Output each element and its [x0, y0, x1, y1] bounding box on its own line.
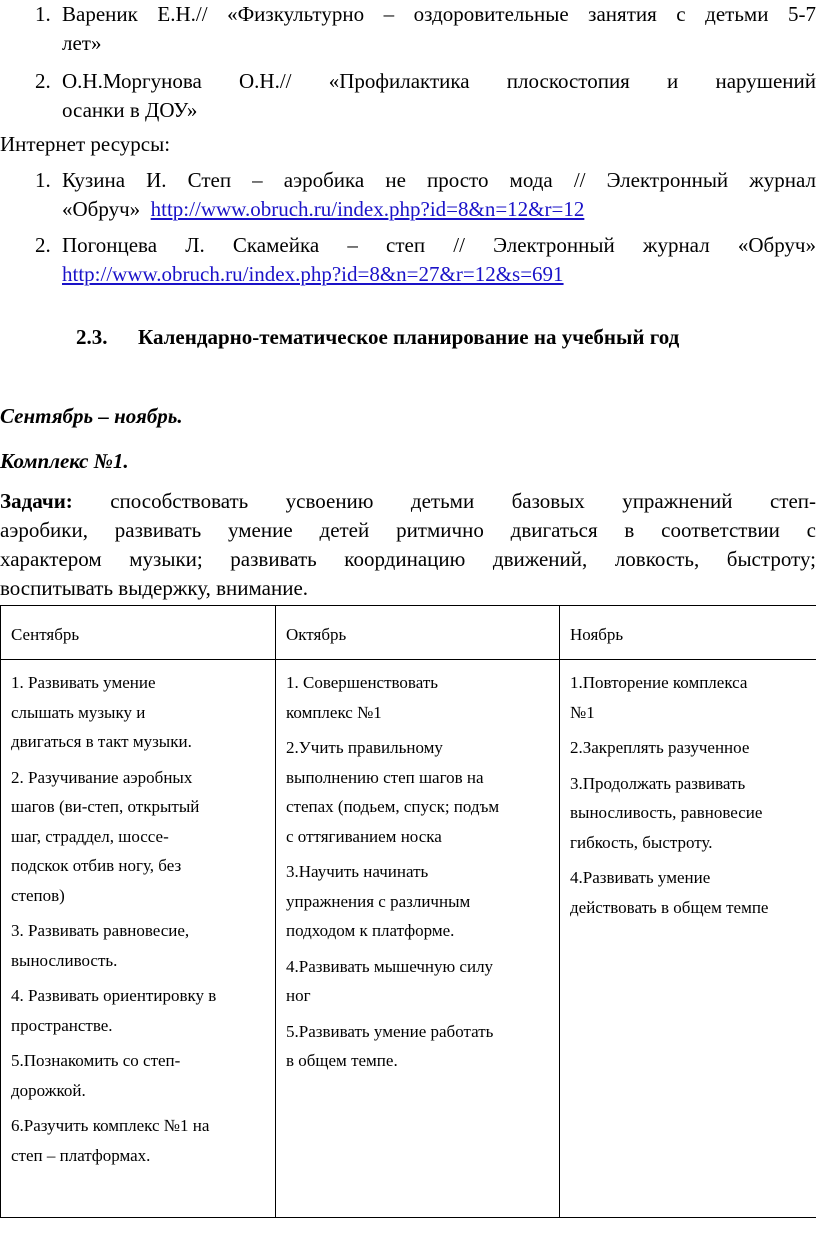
- task-item: [570, 733, 816, 763]
- section-number: 2.3.: [76, 325, 108, 349]
- task-line: 4. Развивать ориентировку в: [11, 986, 217, 1005]
- task-line: пространстве.: [11, 1015, 113, 1035]
- task-line: 3.Научить начинать: [286, 862, 429, 881]
- task-item: [286, 733, 559, 851]
- task-item: [11, 916, 275, 975]
- task-line: упражнения с различным: [286, 891, 471, 911]
- journal-name: «Обруч»: [62, 197, 141, 221]
- header-cell-october: Октябрь: [276, 606, 560, 660]
- task-line: двигаться в такт музыки.: [11, 732, 192, 751]
- task-item: [11, 1046, 275, 1105]
- resource-link[interactable]: http://www.obruch.ru/index.php?id=8&n=12&r=12: [150, 197, 585, 221]
- list-number: 1.: [35, 2, 51, 26]
- task-line: подскок отбив ногу, без: [11, 856, 182, 875]
- reference-text-line: осанки в ДОУ»: [62, 98, 198, 122]
- task-item: [286, 952, 559, 1011]
- task-line: 2.Учить правильному: [286, 738, 443, 757]
- task-line: комплекс №1: [286, 702, 382, 722]
- tasks-line: Задачи: способствовать усвоению детьми базовых упражнений степ-: [0, 489, 816, 513]
- complex-title: Комплекс №1.: [0, 449, 129, 473]
- resource-link[interactable]: http://www.obruch.ru/index.php?id=8&n=27&r=12&s=691: [62, 262, 564, 286]
- internet-item-2: [0, 231, 816, 289]
- task-line: степах (подьем, спуск; подъм: [286, 797, 500, 816]
- september-tasks-cell: [1, 660, 276, 1218]
- task-line: выносливость, равновесие: [570, 803, 763, 822]
- task-item: [570, 769, 816, 858]
- table-header-row: [1, 606, 816, 660]
- tasks-label: Задачи:: [0, 489, 73, 513]
- references-section: [0, 0, 816, 289]
- task-line: 3.Продолжать развивать: [570, 773, 746, 793]
- task-line: степ – платформах.: [11, 1145, 151, 1165]
- task-line: 1. Развивать умение: [11, 673, 156, 692]
- tasks-paragraph: [0, 487, 816, 603]
- table-row: [1, 660, 816, 1218]
- reference-text-line: [62, 260, 816, 289]
- period-title: Сентябрь – ноябрь.: [0, 404, 183, 428]
- list-number: 2.: [35, 233, 51, 257]
- tasks-line: аэробики, развивать умение детей ритмично двигаться в соответствии с: [0, 518, 816, 542]
- task-line: гибкость, быстроту.: [570, 832, 713, 852]
- plan-table: [0, 605, 816, 1218]
- task-item: [570, 863, 816, 922]
- reference-text-line: Погонцева Л. Скамейка – степ // Электронный журнал «Обруч»: [62, 233, 816, 257]
- task-line: в общем темпе.: [286, 1051, 398, 1070]
- task-line: 4.Развивать мышечную силу: [286, 956, 494, 976]
- task-line: №1: [570, 702, 595, 722]
- task-item: [11, 763, 275, 911]
- task-line: шагов (ви-степ, открытый: [11, 797, 200, 816]
- section-title: Календарно-тематическое планирование на учебный год: [138, 325, 680, 349]
- task-item: [286, 857, 559, 946]
- tasks-line: воспитывать выдержку, внимание.: [0, 576, 309, 600]
- task-line: с оттягиванием носка: [286, 826, 442, 846]
- header-cell-november: Ноябрь: [560, 606, 816, 660]
- task-line: степов): [11, 885, 65, 905]
- task-item: [286, 668, 559, 727]
- reference-text-line: лет»: [62, 31, 102, 55]
- task-line: 1.Повторение комплекса: [570, 673, 748, 692]
- internet-resources-title: Интернет ресурсы:: [0, 132, 171, 156]
- header-cell-september: Сентябрь: [1, 606, 276, 660]
- literature-item-1: [0, 0, 816, 58]
- november-tasks-cell: [560, 660, 816, 1218]
- task-line: слышать музыку и: [11, 702, 146, 722]
- task-item: [570, 668, 816, 727]
- task-line: действовать в общем темпе: [570, 897, 769, 917]
- task-item: [11, 981, 275, 1040]
- task-item: [11, 1111, 275, 1170]
- task-line: 5.Развивать умение работать: [286, 1021, 494, 1041]
- task-line: 1. Совершенствовать: [286, 673, 439, 692]
- task-line: 5.Познакомить со степ-: [11, 1051, 181, 1070]
- task-line: выносливость.: [11, 950, 118, 970]
- list-number: 2.: [35, 69, 51, 93]
- section-heading: [76, 325, 679, 350]
- task-line: подходом к платформе.: [286, 921, 455, 940]
- task-line: 2. Разучивание аэробных: [11, 767, 193, 787]
- reference-text-line: О.Н.Моргунова О.Н.// «Профилактика плоскостопия и нарушений: [62, 69, 816, 93]
- task-line: шаг, страддел, шоссе-: [11, 826, 169, 846]
- internet-item-1: [0, 166, 816, 224]
- tasks-line: характером музыки; развивать координацию движений, ловкость, быстроту;: [0, 547, 816, 571]
- october-tasks-cell: [276, 660, 560, 1218]
- reference-text-line: Вареник Е.Н.// «Физкультурно – оздоровительные занятия с детьми 5-7: [62, 2, 816, 26]
- task-line: дорожкой.: [11, 1080, 86, 1100]
- list-number: 1.: [35, 168, 51, 192]
- task-item: [11, 668, 275, 757]
- task-item: [286, 1017, 559, 1076]
- task-line: 6.Разучить комплекс №1 на: [11, 1116, 210, 1135]
- literature-item-2: [0, 67, 816, 125]
- task-line: выполнению степ шагов на: [286, 767, 484, 787]
- task-line: ног: [286, 986, 311, 1005]
- task-line: 2.Закреплять разученное: [570, 738, 750, 757]
- task-line: 3. Развивать равновесие,: [11, 921, 190, 940]
- reference-text-line: [62, 195, 816, 224]
- reference-text-line: Кузина И. Степ – аэробика не просто мода // Электронный журнал: [62, 168, 816, 192]
- task-line: 4.Развивать умение: [570, 868, 711, 887]
